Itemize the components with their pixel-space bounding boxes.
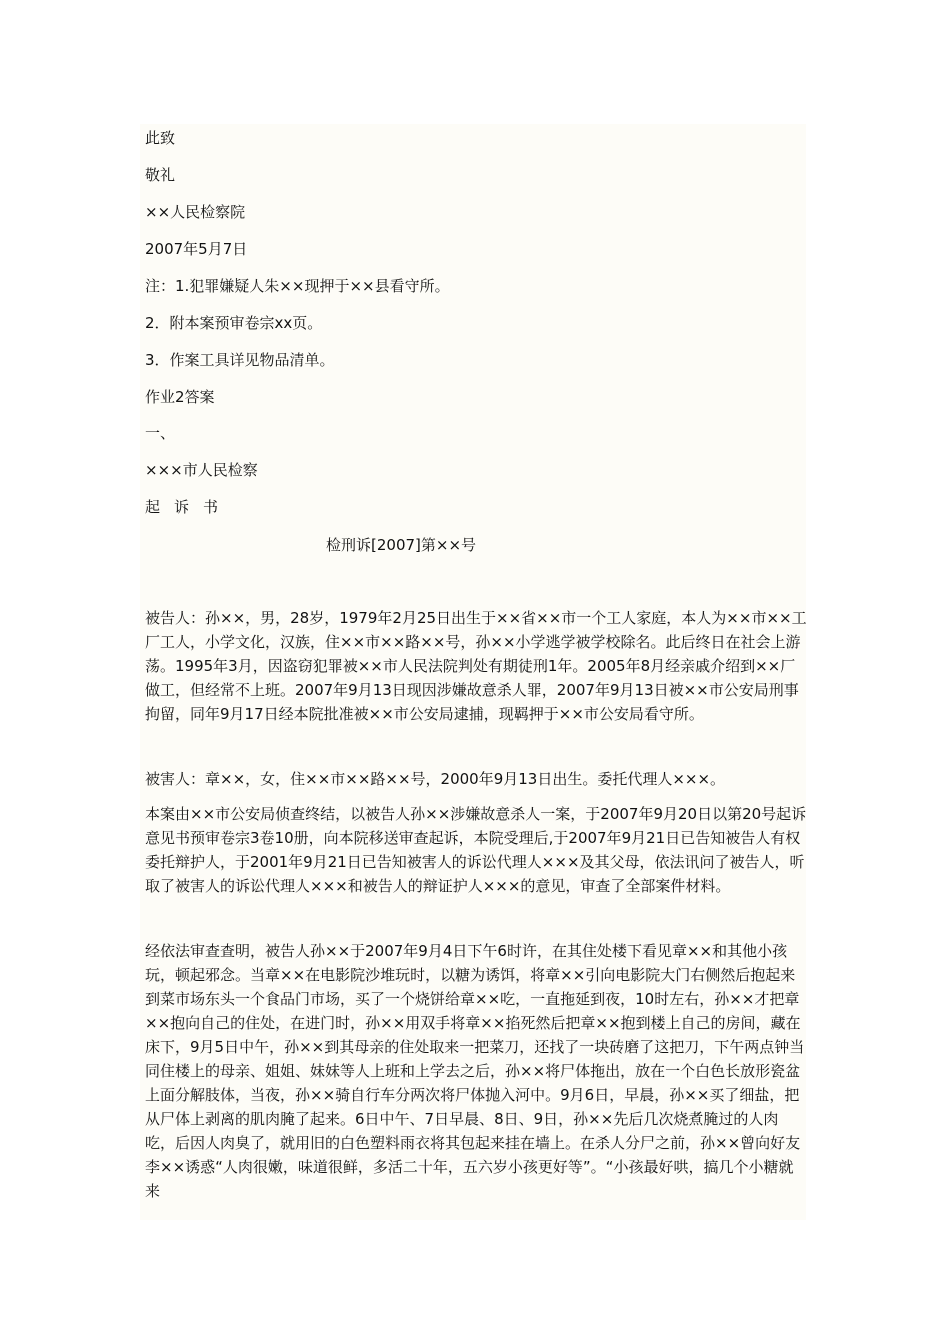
closing-line-2: 敬礼 [145, 166, 176, 184]
case-procedure-paragraph: 本案由××市公安局侦查终结，以被告人孙××涉嫌故意杀人一案，于2007年9月20日以第20号起诉意见书预审卷宗3卷10册，向本院移送审查起诉，本院受理后,于2007年9月21日已告知被告人有权委托辩护人，于2001年9月21日已告知被害人的诉讼代理人×××及其父母，依法讯问了被告人，听取了被害人的诉讼代理人×××和被告人的辩证护人×××的意见，审查了全部案件材料。 [145, 805, 807, 895]
homework-title: 作业2答案 [145, 388, 215, 406]
section-number: 一、 [145, 424, 176, 442]
note-3: 3．作案工具详见物品清单。 [145, 351, 335, 369]
case-number: 检刑诉[2007]第××号 [326, 536, 477, 554]
note-2: 2．附本案预审卷宗xx页。 [145, 314, 323, 332]
document-title: 起诉书 [145, 498, 233, 516]
signature-date: 2007年5月7日 [145, 240, 248, 258]
note-1: 注：1.犯罪嫌疑人朱××现押于××县看守所。 [145, 277, 450, 295]
closing-line-1: 此致 [145, 129, 176, 147]
victim-paragraph: 被害人：章××，女，住××市××路××号，2000年9月13日出生。委托代理人×××。 [145, 770, 726, 788]
agency-name: ×××市人民检察 [145, 461, 258, 479]
signer: ××人民检察院 [145, 203, 246, 221]
defendant-paragraph: 被告人：孙××，男，28岁，1979年2月25日出生于××省××市一个工人家庭，本人为××市××工厂工人，小学文化，汉族，住××市××路××号，孙××小学逃学被学校除名。此后终日在社会上游荡。1995年3月，因盗窃犯罪被××市人民法院判处有期徒刑1年。2005年8月经亲戚介绍到××厂做工，但经常不上班。2007年9月13日现因涉嫌故意杀人罪，2007年9月13日被××市公安局刑事拘留，同年9月17日经本院批准被××市公安局逮捕，现羁押于××市公安局看守所。 [145, 609, 807, 723]
facts-paragraph: 经依法审查查明，被告人孙××于2007年9月4日下午6时许，在其住处楼下看见章××和其他小孩玩，顿起邪念。当章××在电影院沙堆玩时，以糖为诱饵，将章××引向电影院大门右侧然后抱起来到菜市场东头一个食品门市场，买了一个烧饼给章××吃，一直拖延到夜，10时左右，孙××才把章××抱向自己的住处，在进门时，孙××用双手将章××掐死然后把章××抱到楼上自己的房间，藏在床下，9月5日中午，孙××到其母亲的住处取来一把菜刀，还找了一块砖磨了这把刀，下午两点钟当同住楼上的母亲、姐姐、妹妹等人上班和上学去之后，孙××将尸体拖出，放在一个白色长放形瓷盆上面分解肢体，当夜，孙××骑自行车分两次将尸体抛入河中。9月6日，早晨，孙××买了细盐，把从尸体上剥离的肌肉腌了起来。6日中午、7日早晨、8日、9日，孙××先后几次烧煮腌过的人肉吃，后因人肉臭了，就用旧的白色塑料雨衣将其包起来挂在墙上。在杀人分尸之前，孙××曾向好友李××诱惑“人肉很嫩，味道很鲜，多活二十年，五六岁小孩更好等”。“小孩最好哄，搞几个小糖就来 [145, 942, 805, 1200]
